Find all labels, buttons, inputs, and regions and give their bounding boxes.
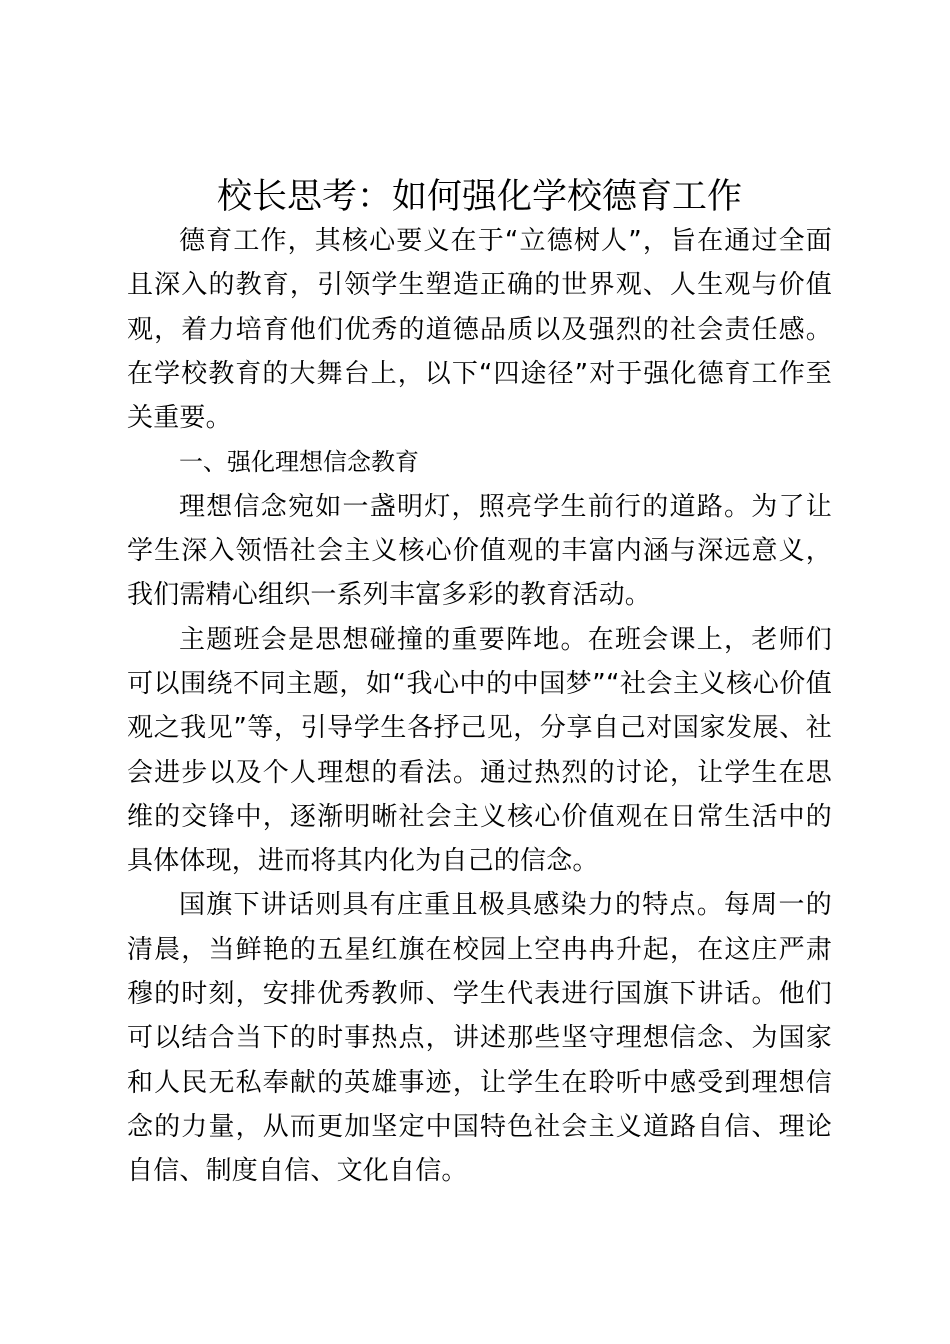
document-page bbox=[127, 175, 832, 1194]
body-paragraph-2: 主题班会是思想碰撞的重要阵地。在班会课上，老师们可以围绕不同主题，如“我心中的中国梦”“社会主义核心价值观之我见”等，引导学生各抒己见，分享自己对国家发展、社会进步以及个人理想的看法。通过热烈的讨论，让学生在思维的交锋中，逐渐明晰社会主义核心价值观在日常生活中的具体体现，进而将其内化为自己的信念。 bbox=[127, 624, 832, 877]
body-paragraph-1: 理想信念宛如一盏明灯，照亮学生前行的道路。为了让学生深入领悟社会主义核心价值观的丰富内涵与深远意义，我们需精心组织一系列丰富多彩的教育活动。 bbox=[127, 491, 832, 611]
body-paragraph-3: 国旗下讲话则具有庄重且极具感染力的特点。每周一的清晨，当鲜艳的五星红旗在校园上空冉冉升起，在这庄严肃穆的时刻，安排优秀教师、学生代表进行国旗下讲话。他们可以结合当下的时事热点，讲述那些坚守理想信念、为国家和人民无私奉献的英雄事迹，让学生在聆听中感受到理想信念的力量，从而更加坚定中国特色社会主义道路自信、理论自信、制度自信、文化自信。 bbox=[127, 890, 832, 1187]
section-heading-1: 一、强化理想信念教育 bbox=[179, 448, 419, 477]
document-title: 校长思考：如何强化学校德育工作 bbox=[216, 177, 742, 217]
intro-paragraph: 德育工作，其核心要义在于“立德树人”，旨在通过全面且深入的教育，引领学生塑造正确的世界观、人生观与价值观，着力培育他们优秀的道德品质以及强烈的社会责任感。在学校教育的大舞台上，以下“四途径”对于强化德育工作至关重要。 bbox=[127, 226, 832, 434]
